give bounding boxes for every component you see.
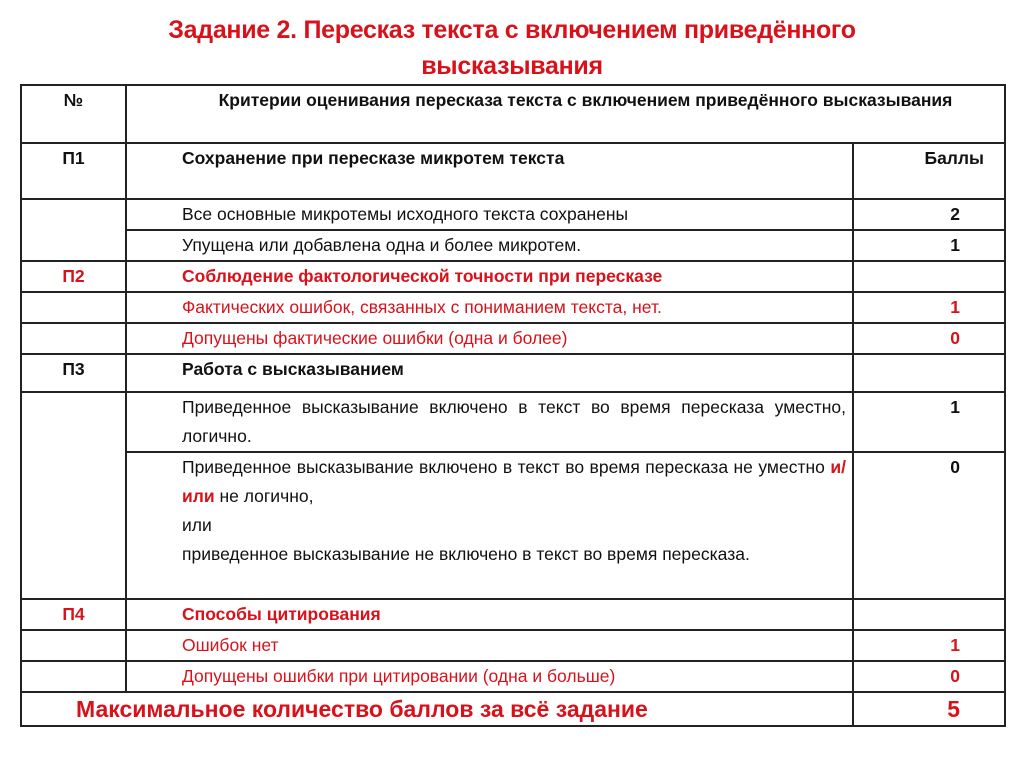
p2-item-text: Допущены фактические ошибки (одна и более) xyxy=(126,323,853,354)
section-p1-row xyxy=(21,143,1005,199)
p4-code: П4 xyxy=(21,599,126,630)
p2-code: П2 xyxy=(21,261,126,292)
p4-item-score: 1 xyxy=(853,630,1005,661)
p3-title: Работа с высказыванием xyxy=(126,354,853,392)
criteria-table xyxy=(20,84,1006,727)
header-num: № xyxy=(21,85,126,143)
text-part: не логично, xyxy=(219,486,314,506)
p2-title: Соблюдение фактологической точности при пересказе xyxy=(126,261,853,292)
table-row xyxy=(21,199,1005,230)
p2-item-score: 0 xyxy=(853,323,1005,354)
table-row xyxy=(21,323,1005,354)
p3-code: П3 xyxy=(21,354,126,392)
p3-item-score: 1 xyxy=(853,392,1005,452)
table-row xyxy=(21,630,1005,661)
p1-item-score: 1 xyxy=(853,230,1005,261)
p4-item-score: 0 xyxy=(853,661,1005,692)
title-line-1: Задание 2. Пересказ текста с включением приведённого xyxy=(168,16,856,44)
p4-item-text: Ошибок нет xyxy=(126,630,853,661)
p4-item-text: Допущены ошибки при цитировании (одна и больше) xyxy=(126,661,853,692)
empty-cell xyxy=(21,323,126,354)
table-header-row xyxy=(21,85,1005,143)
text-part: приведенное высказывание не включено в текст во время пересказа. xyxy=(182,544,750,564)
p4-title: Способы цитирования xyxy=(126,599,853,630)
text-or: или xyxy=(182,515,212,535)
empty-cell xyxy=(21,630,126,661)
p3-item-score: 0 xyxy=(853,452,1005,599)
empty-cell xyxy=(853,599,1005,630)
total-score: 5 xyxy=(853,692,1005,726)
p2-item-score: 1 xyxy=(853,292,1005,323)
table-row xyxy=(21,392,1005,452)
table-row xyxy=(21,452,1005,599)
slide-title xyxy=(0,12,1024,84)
total-row xyxy=(21,692,1005,726)
text-part: Приведенное высказывание включено в текст во время пересказа не уместно xyxy=(182,457,825,477)
section-p3-row xyxy=(21,354,1005,392)
p1-item-text: Упущена или добавлена одна и более микротем. xyxy=(126,230,853,261)
empty-cell xyxy=(21,661,126,692)
empty-cell xyxy=(21,199,126,261)
empty-cell xyxy=(21,292,126,323)
p1-code: П1 xyxy=(21,143,126,199)
p1-title: Сохранение при пересказе микротем текста xyxy=(126,143,853,199)
header-criteria: Критерии оценивания пересказа текста с включением приведённого высказывания xyxy=(126,85,1005,143)
table-row xyxy=(21,230,1005,261)
empty-cell xyxy=(853,354,1005,392)
section-p4-row xyxy=(21,599,1005,630)
p3-item-text xyxy=(126,452,853,599)
table-row xyxy=(21,661,1005,692)
empty-cell xyxy=(853,261,1005,292)
section-p2-row xyxy=(21,261,1005,292)
points-header: Баллы xyxy=(853,143,1005,199)
title-line-2: высказывания xyxy=(421,52,603,80)
p3-item-text: Приведенное высказывание включено в текст во время пересказа уместно, логично. xyxy=(126,392,853,452)
total-label: Максимальное количество баллов за всё задание xyxy=(21,692,853,726)
highlight-and-or: и/или xyxy=(182,457,846,506)
empty-cell xyxy=(21,392,126,599)
table-row xyxy=(21,292,1005,323)
p2-item-text: Фактических ошибок, связанных с пониманием текста, нет. xyxy=(126,292,853,323)
p1-item-score: 2 xyxy=(853,199,1005,230)
p1-item-text: Все основные микротемы исходного текста сохранены xyxy=(126,199,853,230)
